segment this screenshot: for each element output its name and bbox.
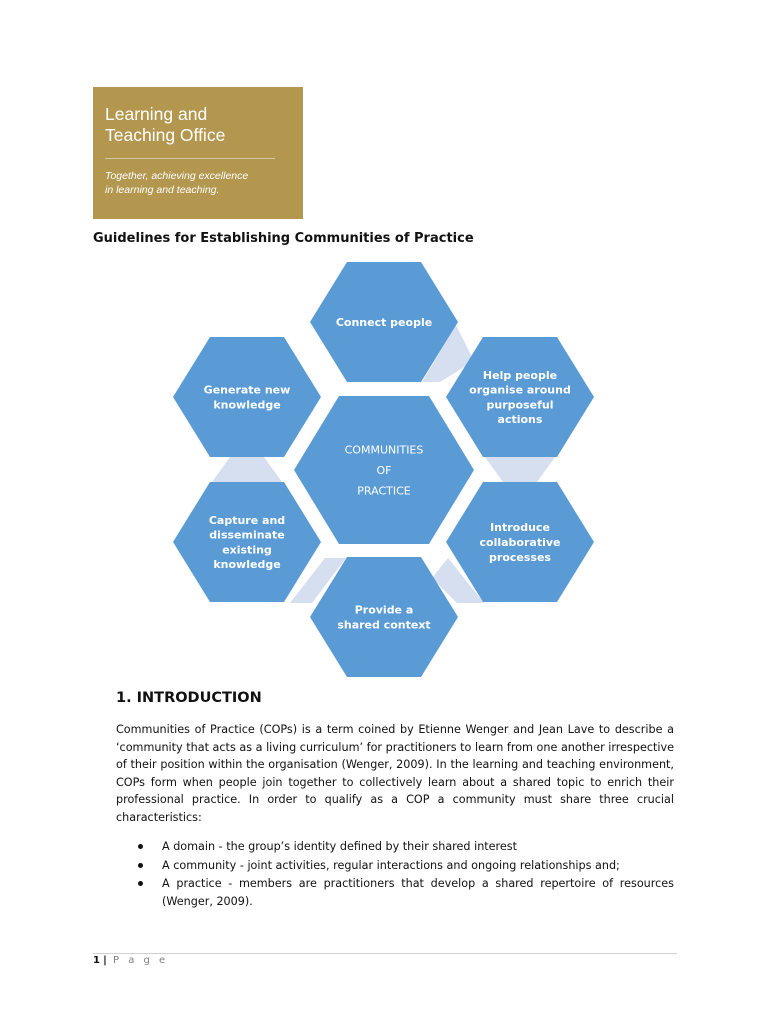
hexagon-center [294,396,474,544]
section-heading: 1. INTRODUCTION [116,690,262,706]
footer-divider [93,953,677,954]
hexagon-label: shared context [337,618,431,632]
hexagon-label: Introduce [490,521,550,535]
hexagon-label: Help people [482,368,558,382]
hexagon-node-5 [173,482,321,602]
hexagon-label: Connect people [335,316,433,329]
page-footer [93,955,168,966]
connector-left [212,457,282,482]
hexagon-label: existing [222,543,272,557]
hexagon-node-6 [173,337,321,457]
hexagon-label: organise around [469,383,571,397]
hexagon-label: knowledge [213,558,281,572]
list-item: A domain - the group’s identity defined by their shared interest [116,838,674,856]
page-word: P a g e [113,955,169,966]
document-title: Guidelines for Establishing Communities of Practice [93,231,474,246]
characteristics-list [116,838,674,911]
hexagon-label: processes [489,550,551,564]
hexagon-label: Provide a [354,603,414,617]
hexagon-label: OF [376,464,392,477]
list-item: A practice - members are practitioners that develop a shared repertoire of resources (Wenger, 2009). [116,875,674,910]
hexagon-label: collaborative [479,536,561,549]
logo-title: Learning and Teaching Office [105,104,226,145]
hexagon-label: COMMUNITIES [344,443,424,457]
hexagon-label: Generate new [203,383,291,397]
hexagon-label: disseminate [209,528,285,542]
hexagon-label: Capture and [208,513,286,527]
footer-separator: | [103,955,107,966]
intro-paragraph: Communities of Practice (COPs) is a term coined by Etienne Wenger and Jean Lave to describe a ‘community that acts as a living curriculum’ for practitioners to learn from one another irrespective of their position within the organisation (Wenger, 2009). In the learning and teaching environment, COPs form when people join together to collectively learn about a shared topic to enrich their professional practice. In order to qualify as a COP a community must share three crucial characteristics: [116,723,674,824]
list-item: A community - joint activities, regular interactions and ongoing relationships and; [116,857,674,875]
hexagon-label: PRACTICE [357,484,411,498]
connector-right [485,457,555,482]
hexagon-shape [173,337,321,457]
hexagon-label: actions [497,413,543,427]
hexagon-label: knowledge [213,398,281,412]
logo-tagline: Together, achieving excellence in learning and teaching. [105,170,249,196]
hexagon-label: purposeful [486,398,554,412]
page-number: 1 [93,955,100,966]
hexagon-shape [173,482,321,602]
